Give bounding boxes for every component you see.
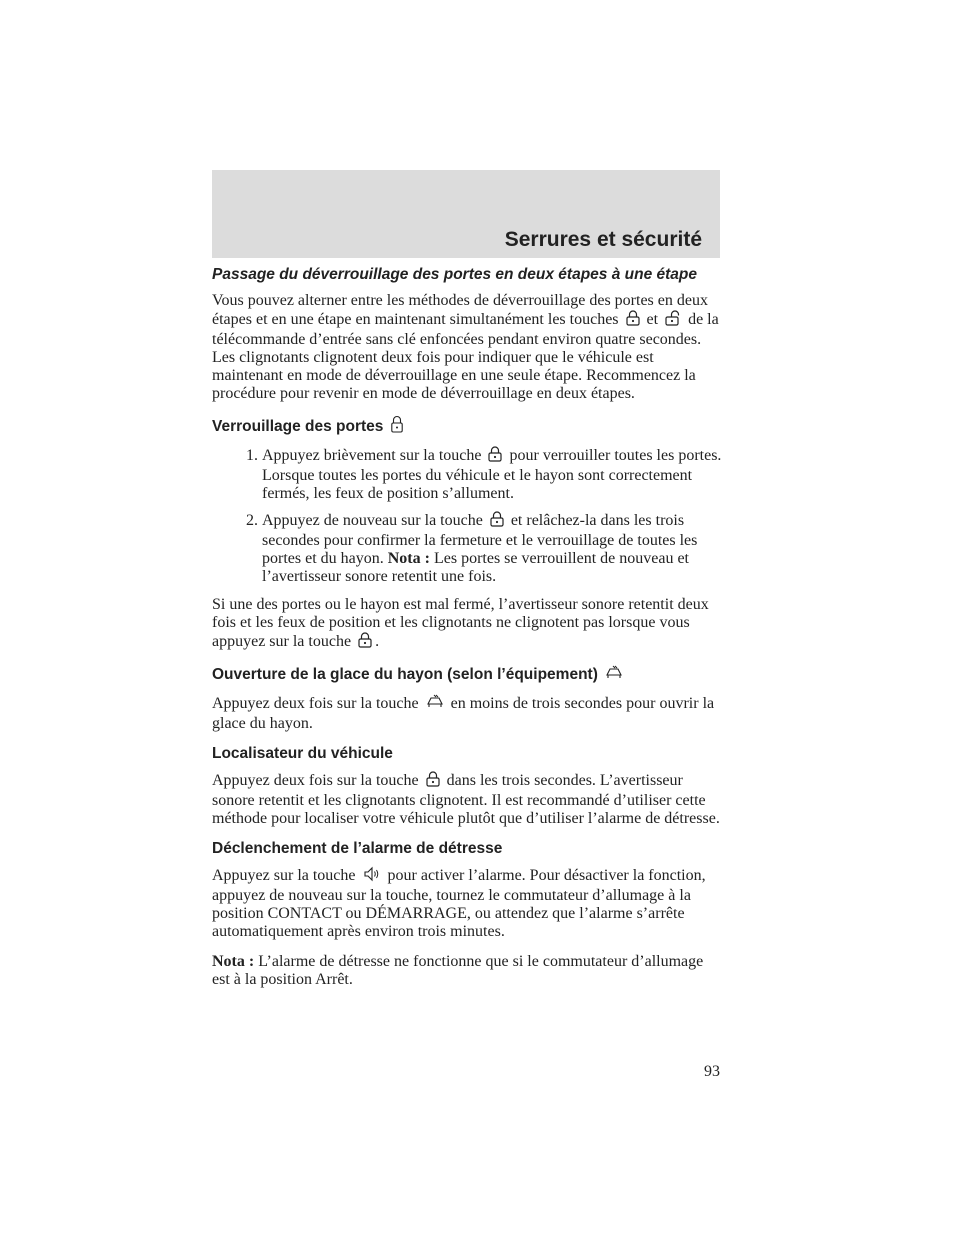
lock-icon: [391, 415, 403, 438]
heading-vehicle-locator: Localisateur du véhicule: [212, 745, 393, 762]
page-number: 93: [704, 1063, 720, 1080]
lock-icon: [488, 446, 502, 467]
heading-liftgate-glass: [212, 665, 722, 686]
heading-door-locking: [212, 415, 722, 438]
lock-icon: [358, 632, 372, 653]
text: dans les trois secondes. L’avertisseur sonore retentit et les clignotants clignotent. Il est recommandé d’utiliser cette méthode pour localiser votre véhicule plutôt que d’utiliser l’alarme de détresse.: [212, 772, 720, 827]
page-section-title: Serrures et sécurité: [504, 228, 702, 251]
paragraph-nota: [212, 953, 722, 989]
list-item: [262, 511, 722, 586]
paragraph-liftgate-glass: [212, 694, 722, 733]
text: et relâchez-la dans les trois secondes pour confirmer la fermeture et le verrouillage de toutes les portes et du hayon.: [262, 512, 698, 567]
lock-icon: [426, 771, 440, 792]
heading-text: Verrouillage des portes: [212, 418, 384, 435]
text: Vous pouvez alterner entre les méthodes de déverrouillage des portes en deux étapes et en une étape en maintenant simultanément les touches: [212, 292, 708, 328]
text: de la télécommande d’entrée sans clé enfoncées pendant environ quatre secondes. Les clignotants clignotent deux fois pour indiquer que le véhicule est maintenant en mode de déverrouillage en une seule étape. Recommencez la procédure pour revenir en mode de déverrouillage en deux étapes.: [212, 311, 719, 402]
text: Les portes se verrouillent de nouveau et l’avertisseur sonore retentit une fois.: [262, 550, 689, 585]
paragraph-two-step-unlock: [212, 292, 722, 403]
paragraph-vehicle-locator: [212, 771, 722, 828]
text: Appuyez deux fois sur la touche: [212, 772, 419, 789]
locking-steps: [212, 446, 722, 586]
text: en moins de trois secondes pour ouvrir la glace du hayon.: [212, 695, 715, 732]
text: .: [375, 633, 380, 650]
liftgate-glass-icon: [426, 694, 444, 715]
paragraph-panic-alarm: [212, 866, 722, 941]
heading-text: Ouverture de la glace du hayon (selon l’équipement): [212, 666, 598, 683]
nota-label: Nota :: [212, 953, 255, 970]
heading-panic-alarm: Déclenchement de l’alarme de détresse: [212, 840, 503, 857]
text: Appuyez de nouveau sur la touche: [262, 512, 483, 529]
nota-label: Nota :: [387, 550, 430, 567]
text: Appuyez sur la touche: [212, 867, 356, 884]
panic-alarm-icon: [363, 866, 381, 887]
lock-icon: [490, 511, 504, 532]
unlock-icon: [665, 310, 681, 331]
text: et: [646, 311, 659, 328]
text: pour verrouiller toutes les portes. Lorsque toutes les portes du véhicule et le hayon sont correctement fermés, les feux de position s’allument.: [262, 447, 722, 502]
text: L’alarme de détresse ne fonctionne que si le commutateur d’allumage est à la position Arrêt.: [212, 953, 704, 988]
text: pour activer l’alarme. Pour désactiver la fonction, appuyez de nouveau sur la touche, tournez le commutateur d’allumage à la position CONTACT ou DÉMARRAGE, ou attendez que l’alarme s’arrête automatiquement après environ trois minutes.: [212, 867, 706, 940]
header-band: [212, 170, 720, 258]
heading-two-step-unlock: Passage du déverrouillage des portes en deux étapes à une étape: [212, 266, 697, 283]
lock-icon: [626, 310, 640, 331]
text: Appuyez brièvement sur la touche: [262, 447, 482, 464]
paragraph-lock-warning: [212, 596, 722, 653]
content: [212, 266, 722, 1001]
liftgate-glass-icon: [605, 665, 623, 686]
text: Appuyez deux fois sur la touche: [212, 695, 419, 712]
list-item: [262, 446, 722, 503]
text: Si une des portes ou le hayon est mal fermé, l’avertisseur sonore retentit deux fois et les feux de position et les clignotants ne clignotent pas lorsque vous appuyez sur la touche: [212, 596, 709, 650]
